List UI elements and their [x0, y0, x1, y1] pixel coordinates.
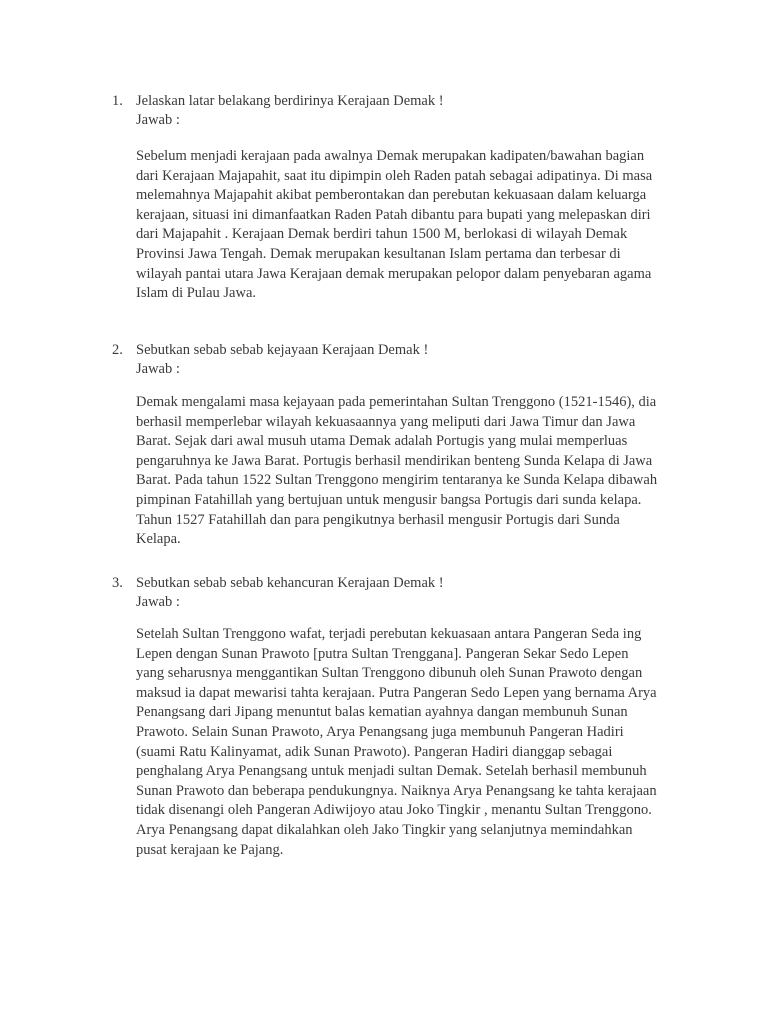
answer-line: Setelah Sultan Trenggono wafat, terjadi perebutan kekuasaan antara Pangeran Seda ing: [136, 626, 642, 642]
answer-paragraph-1: [136, 147, 676, 304]
answer-line: Arya Penangsang dapat dikalahkan oleh Jako Tingkir yang selanjutnya memindahkan: [136, 821, 633, 838]
question-1: [112, 92, 444, 111]
question-text: Sebutkan sebab sebab kehancuran Kerajaan Demak !: [136, 575, 444, 591]
question-2: [112, 341, 428, 360]
answer-line: Islam di Pulau Jawa.: [136, 285, 257, 302]
answer-line: Kelapa.: [136, 531, 181, 548]
answer-line: Barat. Sejak dari awal musuh utama Demak adalah Portugis yang mulai memperluas: [136, 433, 628, 450]
answer-line: pusat kerajaan ke Pajang.: [136, 841, 284, 858]
answer-paragraph-2: [136, 393, 676, 550]
answer-line: kerajaan, situasi ini dimanfaatkan Raden Patah dibantu para bupati yang melepaskan diri: [136, 206, 651, 223]
answer-line: Demak mengalami masa kejayaan pada pemerintahan Sultan Trenggono (1521-1546), dia: [136, 394, 657, 410]
answer-line: pimpinan Fatahillah yang bertujuan untuk mengusir bangsa Portugis dari sunda kelapa.: [136, 491, 642, 508]
answer-line: melemahnya Majapahit akibat pemberontakan dan perebutan kekuasaan dalam keluarga: [136, 187, 647, 204]
answer-line: wilayah pantai utara Jawa Kerajaan demak merupakan pelopor dalam penyebaran agama: [136, 265, 652, 282]
answer-paragraph-3: [136, 625, 676, 860]
answer-line: maksud ia dapat mewarisi tahta kerajaan. Putra Pangeran Sedo Lepen yang bernama Arya: [136, 684, 657, 701]
answer-label: Jawab :: [136, 112, 180, 128]
question-number: 1.: [112, 93, 123, 109]
answer-line: Lepen dengan Sunan Prawoto [putra Sultan Trenggana]. Pangeran Sekar Sedo Lepen: [136, 645, 629, 662]
answer-line: yang seharusnya menggantikan Sultan Trenggono dibunuh oleh Sunan Prawoto dengan: [136, 665, 643, 682]
answer-line: Prawoto. Selain Sunan Prawoto, Arya Penangsang juga membunuh Pangeran Hadiri: [136, 723, 624, 740]
answer-line: Penangsang dari Jipang menuntut balas kematian ayahnya dangan membunuh Sunan: [136, 704, 628, 721]
answer-line: Tahun 1527 Fatahillah dan para pengikutnya berhasil mengusir Portugis dari Sunda: [136, 511, 620, 528]
question-number: 3.: [112, 575, 123, 591]
answer-line: Provinsi Jawa Tengah. Demak merupakan kesultanan Islam pertama dan terbesar di: [136, 245, 621, 262]
answer-line: Sebelum menjadi kerajaan pada awalnya Demak merupakan kadipaten/bawahan bagian: [136, 148, 645, 164]
question-3: [112, 574, 444, 593]
answer-label: Jawab :: [136, 594, 180, 610]
question-text: Sebutkan sebab sebab kejayaan Kerajaan Demak !: [136, 342, 429, 358]
answer-line: berhasil memperlebar wilayah kekuasaannya yang meliputi dari Jawa Timur dan Jawa: [136, 413, 636, 430]
answer-label: Jawab :: [136, 361, 180, 377]
answer-line: dari Kerajaan Majapahit, saat itu dipimpin oleh Raden patah sebagai adipatinya. Di masa: [136, 167, 653, 184]
answer-line: penghalang Arya Penangsang untuk menjadi sultan Demak. Setelah berhasil membunuh: [136, 763, 647, 780]
answer-line: tidak disenangi oleh Pangeran Adiwijoyo atau Joko Tingkir , menantu Sultan Trenggono.: [136, 802, 652, 819]
question-text: Jelaskan latar belakang berdirinya Kerajaan Demak !: [136, 93, 444, 109]
answer-line: pengaruhnya ke Jawa Barat. Portugis berhasil mendirikan benteng Sunda Kelapa di Jawa: [136, 452, 653, 469]
answer-line: Sunan Prawoto dan beberapa pendukungnya. Naiknya Arya Penangsang ke tahta kerajaan: [136, 782, 657, 799]
answer-line: Barat. Pada tahun 1522 Sultan Trenggono mengirim tentaranya ke Sunda Kelapa dibawah: [136, 472, 658, 489]
answer-line: dari Majapahit . Kerajaan Demak berdiri tahun 1500 M, berlokasi di wilayah Demak: [136, 226, 628, 243]
answer-line: (suami Ratu Kalinyamat, adik Sunan Prawoto). Pangeran Hadiri dianggap sebagai: [136, 743, 613, 760]
question-number: 2.: [112, 342, 123, 358]
